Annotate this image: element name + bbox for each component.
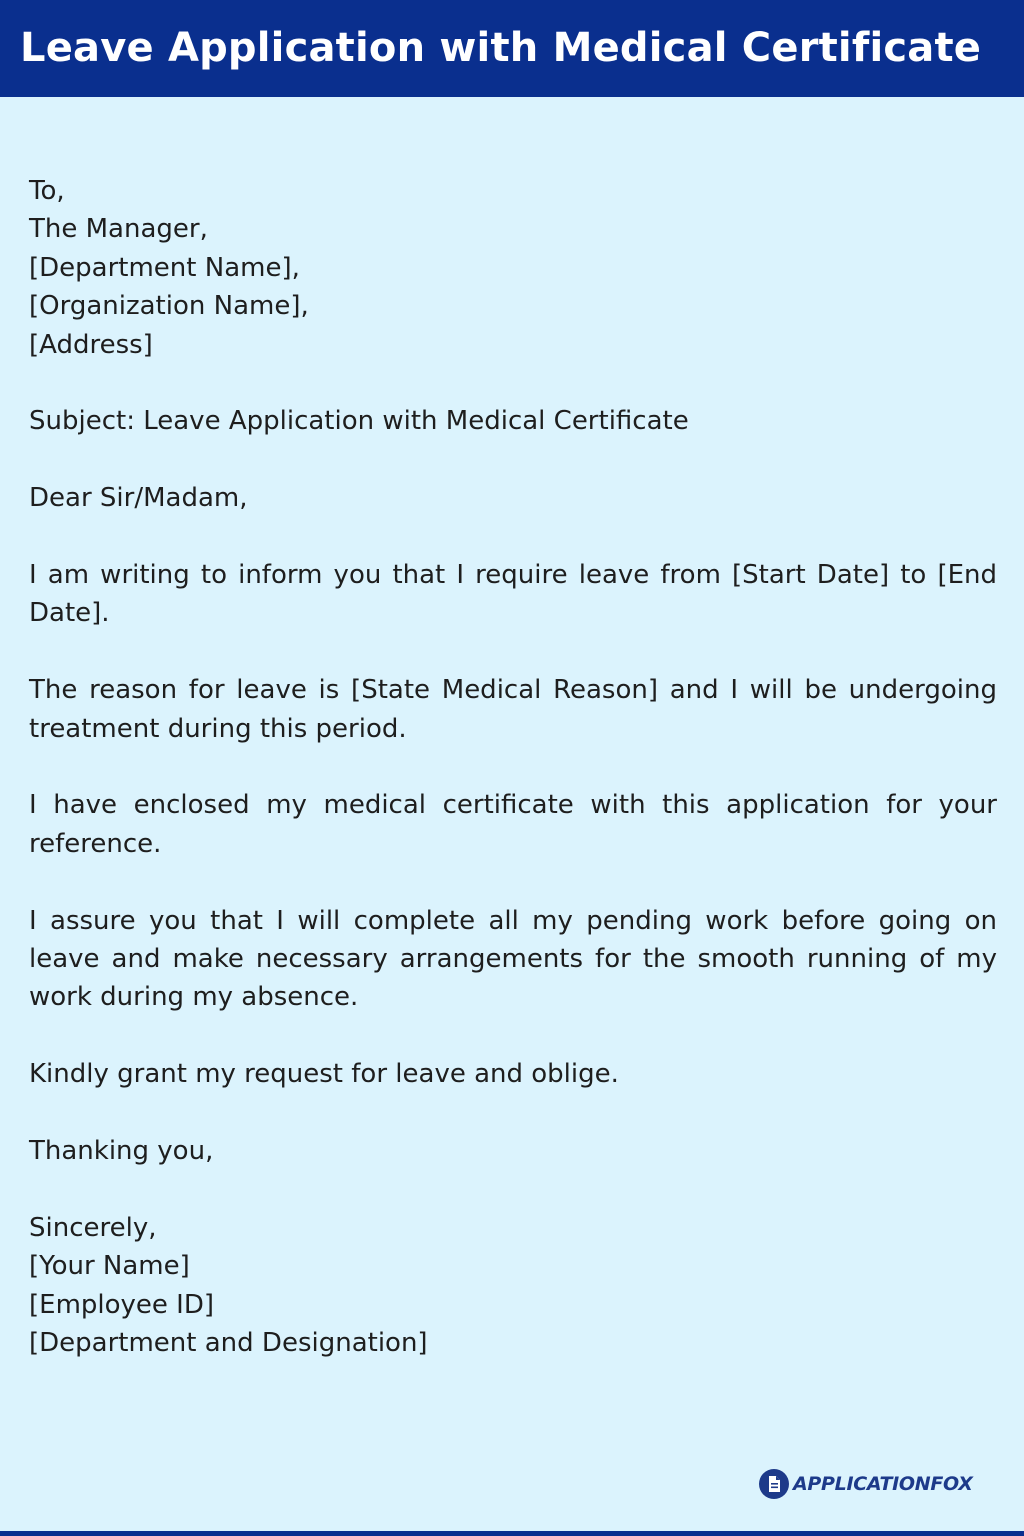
thanks-line: Thanking you, <box>29 1136 214 1167</box>
address-line: The Manager, <box>29 214 208 245</box>
body-paragraph: The reason for leave is [State Medical Reason] and I will be undergoing treatment during this period. <box>29 675 997 744</box>
bottom-bar <box>0 1531 1024 1536</box>
signoff-line: [Department and Designation] <box>29 1328 428 1359</box>
body-paragraph: I assure you that I will complete all my pending work before going on leave and make necessary arrangements for the smooth running of my work during my absence. <box>29 905 997 1013</box>
signoff-line: Sincerely, <box>29 1212 157 1243</box>
document-icon <box>759 1469 789 1499</box>
page-title: Leave Application with Medical Certificate <box>20 24 982 71</box>
signature-block <box>29 1209 997 1363</box>
letter-body <box>29 172 997 1401</box>
brand-name: APPLICATIONFOX <box>793 1473 973 1495</box>
address-line: [Address] <box>29 329 153 360</box>
signoff-line: [Your Name] <box>29 1251 190 1282</box>
page-header <box>0 0 1024 97</box>
subject-line: Subject: Leave Application with Medical Certificate <box>29 406 689 437</box>
request-line: Kindly grant my request for leave and oblige. <box>29 1059 619 1090</box>
body-paragraph: I have enclosed my medical certificate with this application for your reference. <box>29 790 997 859</box>
address-line: To, <box>29 176 65 206</box>
signoff-line: [Employee ID] <box>29 1289 215 1320</box>
salutation: Dear Sir/Madam, <box>29 483 248 514</box>
recipient-address <box>29 172 997 364</box>
brand-logo <box>759 1469 973 1499</box>
address-line: [Department Name], <box>29 252 300 283</box>
body-paragraph: I am writing to inform you that I require leave from [Start Date] to [End Date]. <box>29 560 997 629</box>
address-line: [Organization Name], <box>29 291 309 322</box>
